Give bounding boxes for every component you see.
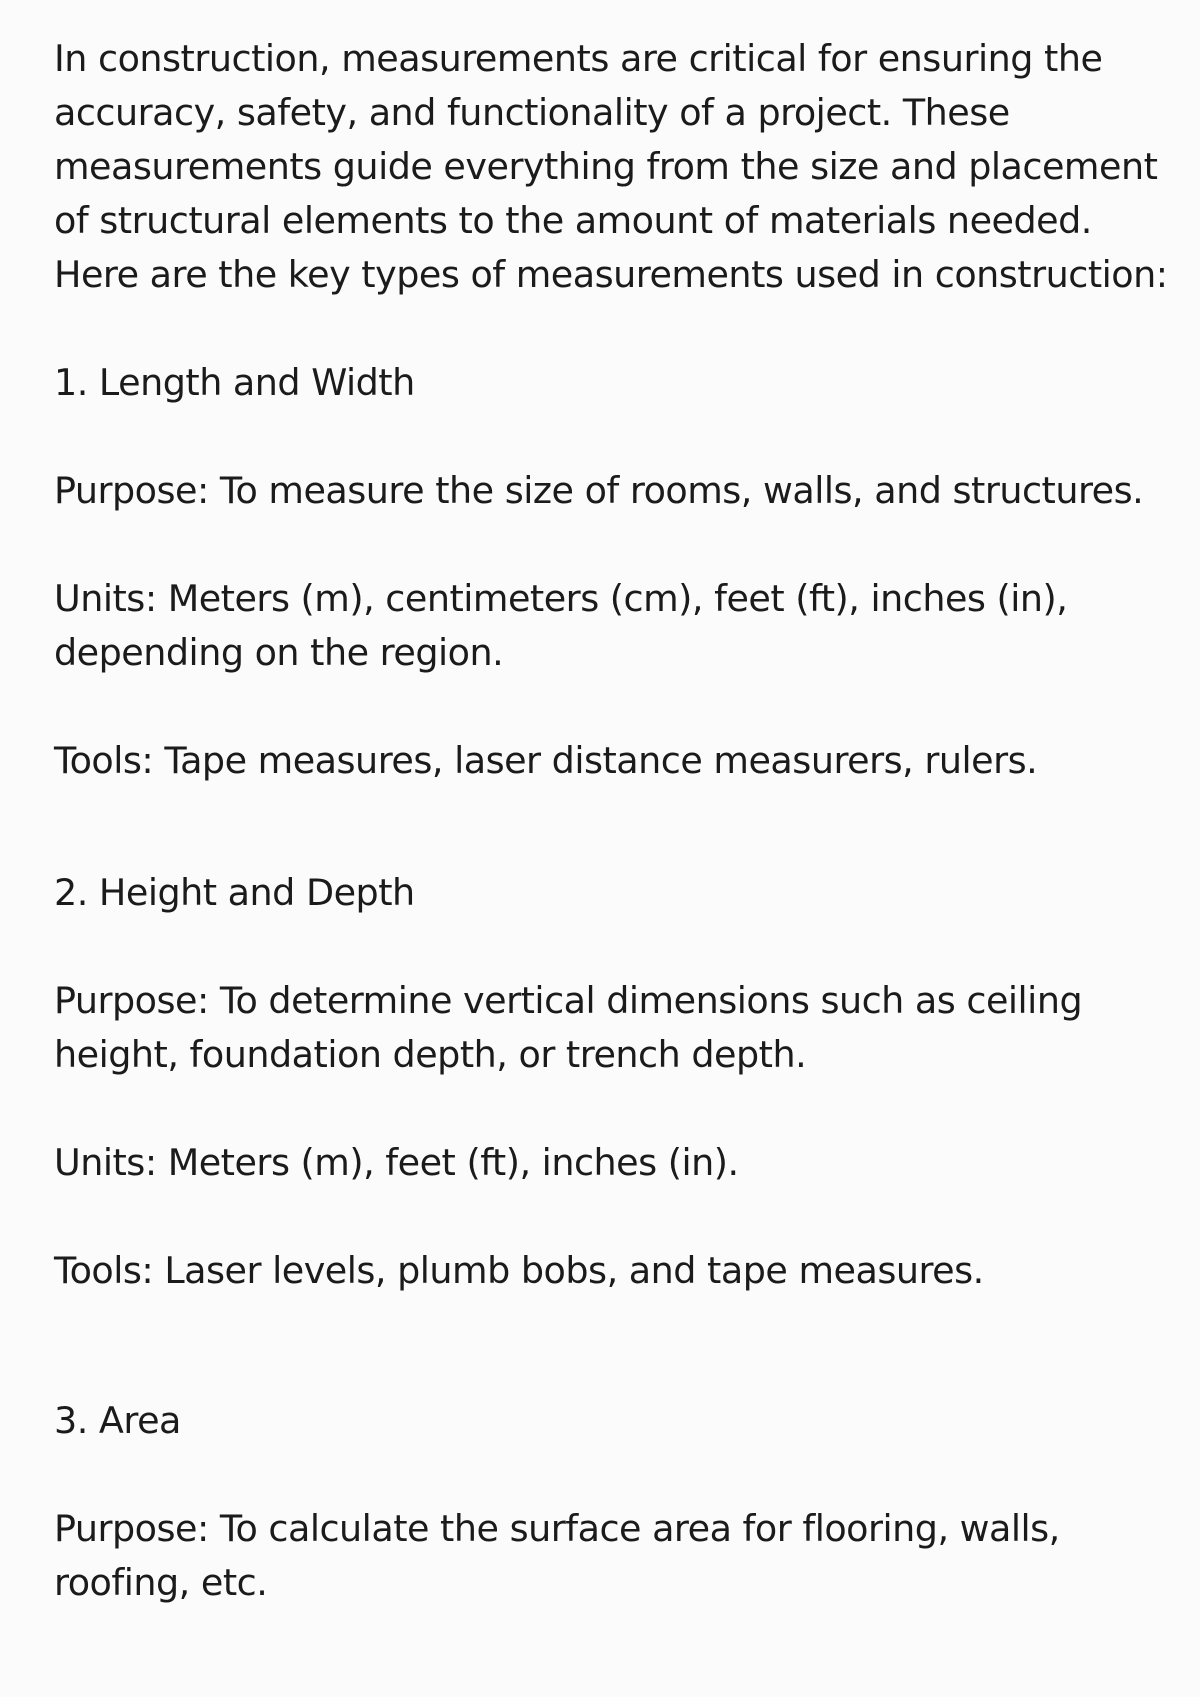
- intro-line: In construction, measurements are critical for ensuring the: [54, 37, 1103, 80]
- purpose-text: Purpose: To calculate the surface area for flooring, walls,: [54, 1507, 1060, 1550]
- section-heading: 3. Area: [54, 1399, 181, 1442]
- document-body: [54, 32, 1174, 1610]
- purpose-text-continued: roofing, etc.: [54, 1561, 268, 1604]
- tools-text: Tools: Tape measures, laser distance measurers, rulers.: [54, 739, 1038, 782]
- intro-line: of structural elements to the amount of materials needed.: [54, 199, 1092, 242]
- section-height-depth: [54, 866, 1174, 1298]
- section-heading: 1. Length and Width: [54, 361, 415, 404]
- intro-line: measurements guide everything from the size and placement: [54, 145, 1158, 188]
- tools-text: Tools: Laser levels, plumb bobs, and tape measures.: [54, 1249, 984, 1292]
- purpose-text: Purpose: To measure the size of rooms, walls, and structures.: [54, 469, 1144, 512]
- section-length-width: [54, 356, 1174, 788]
- section-area: [54, 1394, 1174, 1610]
- intro-line: accuracy, safety, and functionality of a project. These: [54, 91, 1010, 134]
- purpose-text-continued: height, foundation depth, or trench depth.: [54, 1033, 807, 1076]
- section-heading: 2. Height and Depth: [54, 871, 415, 914]
- units-text: Units: Meters (m), feet (ft), inches (in).: [54, 1141, 739, 1184]
- purpose-text: Purpose: To determine vertical dimensions such as ceiling: [54, 979, 1083, 1022]
- intro-line: Here are the key types of measurements used in construction:: [54, 253, 1168, 296]
- intro-paragraph: [54, 32, 1174, 302]
- units-text: Units: Meters (m), centimeters (cm), feet (ft), inches (in),: [54, 577, 1068, 620]
- units-text-continued: depending on the region.: [54, 631, 504, 674]
